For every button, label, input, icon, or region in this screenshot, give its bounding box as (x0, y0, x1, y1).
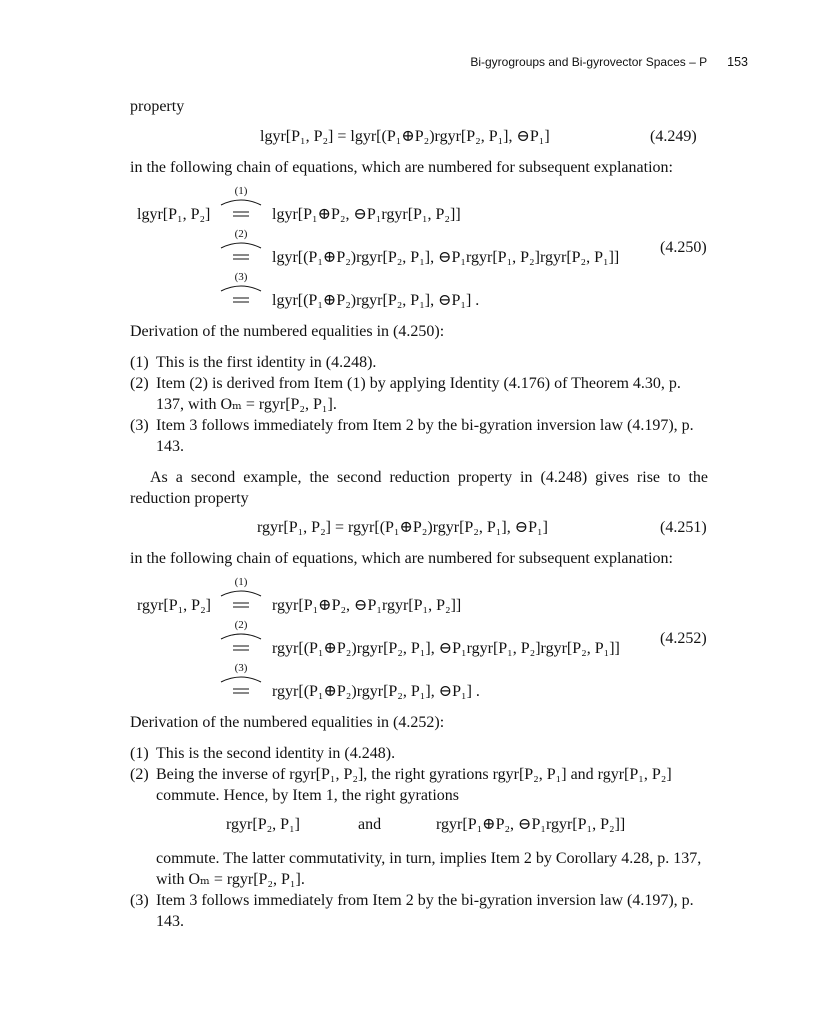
item-number: (1) (130, 354, 149, 371)
item-text: Being the inverse of rgyr[P₁, P₂], the right gyrations rgyr[P₂, P₁] and rgyr[P₁, P₂] commute. Hence, by Item 1, the right gyrations (156, 766, 672, 804)
item-text: Item 3 follows immediately from Item 2 by the bi-gyration inversion law (4.197), p. 143. (156, 892, 694, 930)
item-number: (2) (130, 766, 149, 783)
list-item (130, 373, 710, 415)
equation-number: (4.250) (660, 239, 707, 256)
numbered-equal-sign (219, 577, 263, 614)
list-item-continuation (130, 848, 710, 890)
list-item (130, 415, 710, 457)
chain-step-3: rgyr[(P₁⊕P₂)rgyr[P₂, P₁], ⊖P₁] . (272, 683, 480, 700)
item-text: commute. The latter commutativity, in turn, implies Item 2 by Corollary 4.28, p. 137, with Oₘ = rgyr[P₂, P₁]. (156, 850, 702, 888)
paragraph: As a second example, the second reduction property in (4.248) gives rise to the reduction property (130, 469, 708, 507)
gyration-left: rgyr[P₂, P₁] (226, 816, 300, 833)
list-item (130, 352, 710, 373)
text-line: in the following chain of equations, which are numbered for subsequent explanation: (130, 550, 673, 567)
running-header (470, 55, 748, 69)
equation-4-251: rgyr[P₁, P₂] = rgyr[(P₁⊕P₂)rgyr[P₂, P₁], ⊖P₁] (257, 519, 548, 536)
text-line: Derivation of the numbered equalities in (4.252): (130, 714, 445, 731)
step-label: (2) (234, 228, 248, 240)
chain-lhs: lgyr[P₁, P₂] (137, 206, 211, 223)
list-item (130, 890, 710, 932)
item-number: (3) (130, 417, 149, 434)
chain-lhs: rgyr[P₁, P₂] (137, 597, 211, 614)
item-text: This is the second identity in (4.248). (156, 745, 396, 762)
text-line: property (130, 98, 185, 115)
step-label: (2) (234, 619, 248, 631)
chain-step-2: lgyr[(P₁⊕P₂)rgyr[P₂, P₁], ⊖P₁rgyr[P₁, P₂]rgyr[P₂, P₁]] (272, 249, 620, 266)
conjunction: and (358, 816, 382, 833)
gyration-right: rgyr[P₁⊕P₂, ⊖P₁rgyr[P₁, P₂]] (436, 816, 626, 833)
equation-number: (4.249) (650, 128, 697, 145)
item-number: (3) (130, 892, 149, 909)
equation-number: (4.252) (660, 630, 707, 647)
step-label: (1) (234, 576, 248, 588)
page-number: 153 (727, 55, 748, 69)
item-text: Item 3 follows immediately from Item 2 by the bi-gyration inversion law (4.197), p. 143. (156, 417, 694, 455)
list-item (130, 743, 710, 764)
item-number: (2) (130, 375, 149, 392)
chain-step-1: rgyr[P₁⊕P₂, ⊖P₁rgyr[P₁, P₂]] (272, 597, 462, 614)
numbered-equal-sign (219, 229, 263, 266)
numbered-equal-sign (219, 272, 263, 309)
step-label: (1) (234, 185, 248, 197)
equation-4-249: lgyr[P₁, P₂] = lgyr[(P₁⊕P₂)rgyr[P₂, P₁], ⊖P₁] (260, 128, 550, 145)
numbered-equal-sign (219, 663, 263, 700)
numbered-equal-sign (219, 186, 263, 223)
text-line: Derivation of the numbered equalities in (4.250): (130, 323, 445, 340)
item-text: This is the first identity in (4.248). (156, 354, 377, 371)
list-item (130, 764, 710, 806)
chain-step-3: lgyr[(P₁⊕P₂)rgyr[P₂, P₁], ⊖P₁] . (272, 292, 480, 309)
item-text: Item (2) is derived from Item (1) by applying Identity (4.176) of Theorem 4.30, p. 137, with Oₘ = rgyr[P₂, P₁]. (156, 375, 681, 413)
text-line: in the following chain of equations, which are numbered for subsequent explanation: (130, 159, 673, 176)
chain-step-1: lgyr[P₁⊕P₂, ⊖P₁rgyr[P₁, P₂]] (272, 206, 461, 223)
equation-number: (4.251) (660, 519, 707, 536)
numbered-equal-sign (219, 620, 263, 657)
step-label: (3) (234, 271, 248, 283)
running-title: Bi-gyrogroups and Bi-gyrovector Spaces – P (470, 55, 708, 69)
chain-step-2: rgyr[(P₁⊕P₂)rgyr[P₂, P₁], ⊖P₁rgyr[P₁, P₂]rgyr[P₂, P₁]] (272, 640, 620, 657)
item-number: (1) (130, 745, 149, 762)
step-label: (3) (234, 662, 248, 674)
